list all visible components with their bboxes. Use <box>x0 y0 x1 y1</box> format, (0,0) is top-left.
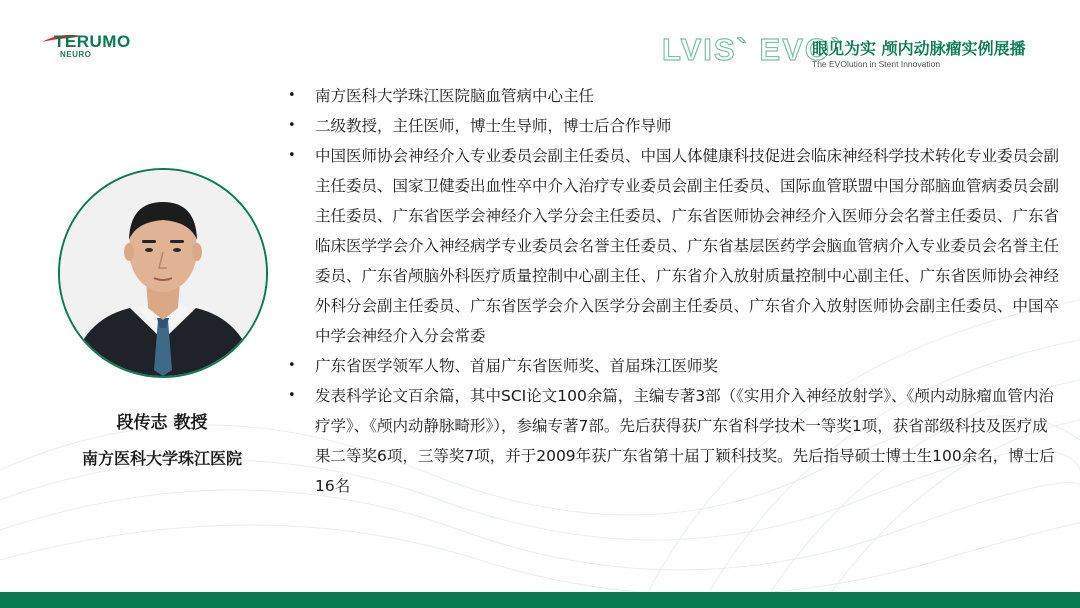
bullet-icon: • <box>288 358 296 373</box>
bio-item <box>287 381 1059 501</box>
bio-item-text: 中国医师协会神经介入专业委员会副主任委员、中国人体健康科技促进会临床神经科学技术转化专业委员会副主任委员、国家卫健委出血性卒中介入治疗专业委员会副主任委员、国际血管联盟中国分部脑血管病委员会副主任委员、广东省医学会神经介入学分会主任委员、广东省医师协会神经介入医师分会名誉主任委员、广东省临床医学学会介入神经病学专业委员会名誉主任委员、广东省基层医药学会脑血管病介入专业委员会名誉主任委员、广东省颅脑外科医疗质量控制中心副主任、广东省介入放射质量控制中心副主任、广东省医师协会神经外科分会副主任委员、广东省医学会介入医学分会副主任委员、广东省介入放射医师协会副主任委员、中国卒中学会神经介入分会常委 <box>315 147 1060 345</box>
product-logo: LVIS` EVO` <box>662 32 844 67</box>
bullet-icon: • <box>288 388 296 403</box>
footer-bar <box>0 592 1080 608</box>
bullet-icon: • <box>288 118 296 133</box>
bio-item <box>287 141 1059 351</box>
bio-item-text: 发表科学论文百余篇，其中SCI论文100余篇，主编专著3部（《实用介入神经放射学》、《颅内动脉瘤血管内治疗学》、《颅内动静脉畸形》），参编专著7部。先后获得获广东省科学技术一等奖1项，获省部级科技及医疗成果二等奖6项，三等奖7项，并于2009年获广东省第十届丁颖科技奖。先后指导硕士博士生100余名，博士后16名 <box>315 387 1055 495</box>
bullet-icon: • <box>288 88 296 103</box>
doctor-name: 段传志 教授 <box>116 413 208 433</box>
doctor-affiliation: 南方医科大学珠江医院 <box>81 449 242 468</box>
header-tagline-en: The EVOlution in Stent Innovation <box>812 59 941 69</box>
bullet-icon: • <box>288 148 296 163</box>
bio-item <box>287 111 1059 141</box>
bio-item <box>287 351 1059 381</box>
bio-list <box>287 81 1059 501</box>
brand-sub-text: NEURO <box>60 50 92 59</box>
person-portrait-icon <box>60 170 266 376</box>
bio-item-text: 广东省医学领军人物、首届广东省医师奖、首届珠江医师奖 <box>315 357 719 375</box>
doctor-portrait <box>58 168 268 378</box>
bio-item-text: 二级教授，主任医师，博士生导师，博士后合作导师 <box>315 117 672 135</box>
brand-logo-text: TERUMO <box>54 32 131 51</box>
bio-item <box>287 81 1059 111</box>
header-tagline: 眼见为实 颅内动脉瘤实例展播 <box>812 39 1026 58</box>
bio-item-text: 南方医科大学珠江医院脑血管病中心主任 <box>315 87 595 105</box>
